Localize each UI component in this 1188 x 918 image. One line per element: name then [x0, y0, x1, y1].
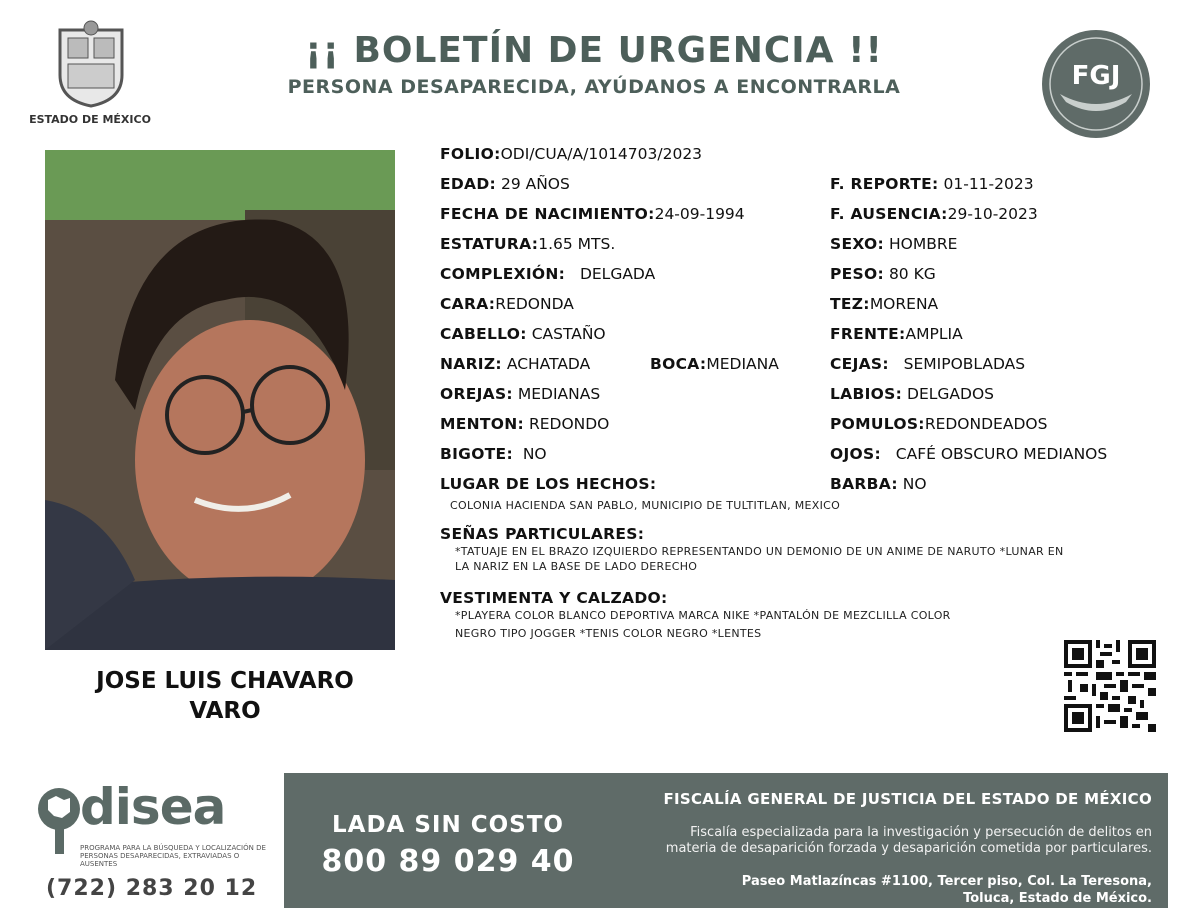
lada-label: LADA SIN COSTO [332, 812, 564, 838]
senas-line1: *TATUAJE EN EL BRAZO IZQUIERDO REPRESENTANDO UN DEMONIO DE UN ANIME DE NARUTO *LUNAR EN [455, 545, 1064, 558]
qr-code-icon[interactable] [1064, 640, 1156, 732]
field-sexo: SEXO: HOMBRE [830, 235, 958, 253]
state-label: ESTADO DE MÉXICO [29, 113, 151, 126]
field-tez: TEZ:MORENA [830, 295, 939, 313]
fiscalia-description-line2: materia de desaparición forzada y desaparición cometida por particulares. [665, 841, 1152, 856]
field-labios: LABIOS: DELGADOS [830, 385, 994, 403]
field-nariz: NARIZ: ACHATADA [440, 355, 591, 373]
field-complexion: COMPLEXIÓN: DELGADA [440, 265, 656, 283]
vestimenta-line2: NEGRO TIPO JOGGER *TENIS COLOR NEGRO *LENTES [455, 627, 762, 640]
field-ojos: OJOS: CAFÉ OBSCURO MEDIANOS [830, 445, 1108, 463]
page-title: ¡¡ BOLETÍN DE URGENCIA !! [305, 30, 883, 71]
field-barba: BARBA: NO [830, 475, 927, 493]
field-menton: MENTON: REDONDO [440, 415, 610, 433]
field-bigote: BIGOTE: NO [440, 445, 547, 463]
field-boca: BOCA:MEDIANA [650, 355, 779, 373]
person-name-line1: JOSE LUIS CHAVARO [96, 668, 354, 694]
vestimenta-line1: *PLAYERA COLOR BLANCO DEPORTIVA MARCA NIKE *PANTALÓN DE MEZCLILLA COLOR [455, 609, 951, 622]
field-f-ausencia: F. AUSENCIA:29-10-2023 [830, 205, 1038, 223]
field-lugar-value: COLONIA HACIENDA SAN PABLO, MUNICIPIO DE TULTITLAN, MEXICO [450, 499, 841, 512]
field-cabello: CABELLO: CASTAÑO [440, 325, 606, 343]
field-fecha-nacimiento: FECHA DE NACIMIENTO:24-09-1994 [440, 205, 745, 223]
fiscalia-title: FISCALÍA GENERAL DE JUSTICIA DEL ESTADO DE MÉXICO [663, 790, 1152, 808]
odisea-logo-word: disea [80, 778, 226, 836]
senas-line2: LA NARIZ EN LA BASE DE LADO DERECHO [455, 560, 698, 573]
fiscalia-address-line2: Toluca, Estado de México. [963, 891, 1152, 906]
fiscalia-address-line1: Paseo Matlazíncas #1100, Tercer piso, Col. La Teresona, [741, 874, 1152, 889]
senas-label: SEÑAS PARTICULARES: [440, 525, 645, 543]
field-frente: FRENTE:AMPLIA [830, 325, 963, 343]
fiscalia-address [600, 873, 1152, 907]
field-cara: CARA:REDONDA [440, 295, 574, 313]
person-name [60, 666, 390, 726]
field-peso: PESO: 80 KG [830, 265, 936, 283]
field-cejas: CEJAS: SEMIPOBLADAS [830, 355, 1026, 373]
person-name-line2: VARO [189, 698, 261, 724]
field-estatura: ESTATURA:1.65 MTS. [440, 235, 616, 253]
odisea-phone[interactable]: (722) 283 20 12 [46, 876, 258, 901]
fiscalia-description-line1: Fiscalía especializada para la investigación y persecución de delitos en [690, 825, 1152, 840]
odisea-map-icon [36, 786, 82, 856]
fgj-logo-text: FGJ [1071, 61, 1121, 91]
vestimenta-label: VESTIMENTA Y CALZADO: [440, 589, 668, 607]
page-subtitle: PERSONA DESAPARECIDA, AYÚDANOS A ENCONTRARLA [287, 76, 901, 98]
person-photo [45, 150, 395, 650]
fgj-seal-icon [1040, 28, 1152, 140]
field-folio: FOLIO:ODI/CUA/A/1014703/2023 [440, 145, 703, 163]
lada-number[interactable]: 800 89 029 40 [321, 844, 575, 879]
field-lugar-label: LUGAR DE LOS HECHOS: [440, 475, 657, 493]
field-orejas: OREJAS: MEDIANAS [440, 385, 601, 403]
field-pomulos: POMULOS:REDONDEADOS [830, 415, 1048, 433]
odisea-description: PROGRAMA PARA LA BÚSQUEDA Y LOCALIZACIÓN DE PERSONAS DESAPARECIDAS, EXTRAVIADAS O AUSENTES [80, 844, 266, 868]
field-edad: EDAD: 29 AÑOS [440, 175, 570, 193]
field-f-reporte: F. REPORTE: 01-11-2023 [830, 175, 1034, 193]
fiscalia-description [600, 825, 1152, 857]
